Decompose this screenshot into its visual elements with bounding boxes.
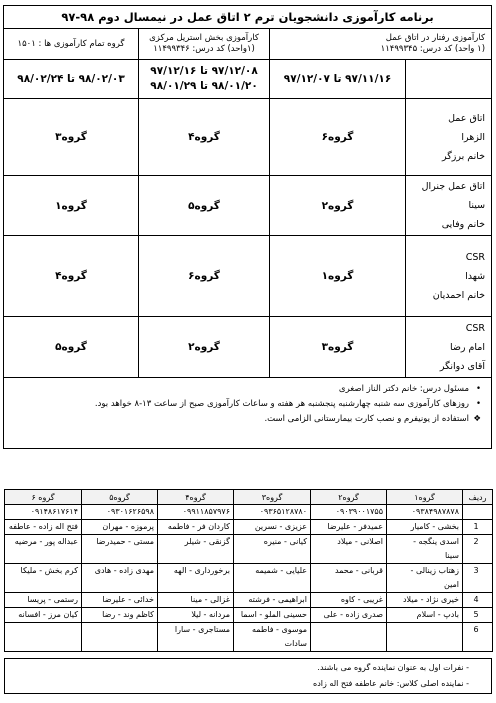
student-name-cell	[5, 564, 82, 593]
phone-row-blank	[463, 505, 493, 520]
location-hospital: سینا	[468, 200, 486, 211]
location-supervisor: خانم احمدیان	[432, 289, 486, 301]
student-name-cell	[82, 535, 158, 564]
group-cell: گروه۱	[4, 176, 139, 236]
student-name: رستمی - پریسا	[27, 595, 78, 604]
student-name: کرم بخش - ملیکا	[20, 566, 78, 575]
location-supervisor: آقای دوانگر	[439, 360, 486, 372]
student-name-cell	[234, 520, 311, 535]
header-group-5: گروه۵	[82, 490, 158, 505]
phone-number: ۰۹۳۶۵۱۲۸۷۸۰	[234, 505, 311, 520]
header-group-4: گروه۴	[158, 490, 234, 505]
student-name-cell	[234, 593, 311, 608]
student-name: کاظم وند - رضا	[102, 610, 154, 619]
header-group-3: گروه۳	[234, 490, 311, 505]
date-empty	[406, 60, 492, 99]
student-name: بخشی - کامیار	[410, 522, 459, 531]
student-name: غزالی - مینا	[190, 595, 230, 604]
student-name-cell	[158, 564, 234, 593]
student-name-cell	[82, 593, 158, 608]
location-ward: اتاق عمل جنرال	[421, 181, 486, 192]
date-line: ۹۷/۱۱/۱۶ تا ۹۷/۱۲/۰۷	[283, 72, 392, 85]
location-cell	[406, 236, 492, 317]
group-cell: گروه۵	[139, 176, 270, 236]
schedule-table	[3, 5, 492, 449]
header-group-6: گروه ۶	[5, 490, 82, 505]
student-name: بادپ - اسلام	[416, 610, 459, 619]
student-name: قربانی - محمد	[334, 566, 383, 575]
student-name: موسوی - فاطمه سادات	[251, 625, 307, 648]
location-hospital: شهدا	[465, 270, 486, 282]
group-cell: گروه۵	[4, 317, 139, 378]
note-text: روزهای کارآموزی سه شنبه چهارشنبه پنجشنبه هر هفته و ساعات کارآموزی صبح از ساعت ۱۳-۸ خواهد بود.	[94, 399, 470, 409]
group-cell: گروه۱	[270, 236, 406, 317]
note-text: مسئول درس: خانم دکتر الناز اصغری	[338, 384, 470, 394]
note-text: استفاده از یونیفرم و نصب کارت بیمارستانی الزامی است.	[264, 414, 470, 424]
student-name-cell	[158, 520, 234, 535]
student-name-cell	[158, 593, 234, 608]
student-name: کیان مرز - افسانه	[18, 610, 78, 619]
student-name-cell	[387, 535, 463, 564]
location-ward: اتاق عمل	[448, 112, 486, 124]
student-name-cell	[311, 608, 387, 623]
student-name-cell	[387, 564, 463, 593]
student-name: علیایی - شمیمه	[255, 566, 307, 575]
student-name: مردانه - لیلا	[191, 610, 230, 619]
location-supervisor: خانم وفایی	[441, 219, 486, 230]
student-name: خدائی - علیرضا	[102, 595, 154, 604]
group-cell: گروه۴	[4, 236, 139, 317]
groups-header-row	[5, 490, 493, 505]
student-name: فتح اله زاده - عاطفه	[8, 522, 78, 531]
course-header-line1: کارآموزی بخش استریل مرکزی	[149, 33, 259, 43]
student-name-cell	[387, 623, 463, 652]
location-cell	[406, 317, 492, 378]
row-number: 2	[463, 535, 493, 564]
student-name-cell	[311, 564, 387, 593]
phone-number: ۰۹۰۳۹۰۰۱۷۵۵	[311, 505, 387, 520]
student-name: سینا	[445, 551, 459, 560]
date-range-3	[4, 60, 139, 99]
student-name-cell	[234, 564, 311, 593]
student-name: عمیدفر - علیرضا	[327, 522, 383, 531]
student-name-cell	[5, 535, 82, 564]
student-name: زهتاب زینالی -	[410, 566, 459, 575]
student-name-cell	[5, 593, 82, 608]
row-number: 6	[463, 623, 493, 652]
groups-table	[4, 489, 493, 652]
bullet-icon: •	[476, 384, 482, 394]
course-header-csr	[139, 29, 270, 60]
location-hospital: امام رضا	[449, 341, 486, 353]
header-row-number: ردیف	[463, 490, 493, 505]
date-line: ۹۸/۰۲/۰۳ تا ۹۸/۰۲/۲۴	[17, 72, 125, 85]
student-name: عبداله پور - مرضیه	[14, 537, 78, 546]
student-name: پرموزه - مهران	[102, 522, 154, 531]
group-cell: گروه۴	[139, 99, 270, 176]
student-name: عزیزی - نسرین	[254, 522, 307, 531]
schedule-row	[4, 236, 492, 317]
location-ward: CSR	[465, 322, 486, 334]
student-name: مهدی زاده - هادی	[94, 566, 154, 575]
student-name: غریبی - کاوه	[340, 595, 383, 604]
phone-number: ۰۹۱۴۸۶۱۷۶۱۴	[5, 505, 82, 520]
table-row	[5, 593, 493, 608]
student-name: اصلانی - میلاد	[337, 537, 383, 546]
student-name-cell	[387, 608, 463, 623]
student-name: گزنقی - شیلر	[184, 537, 230, 546]
student-name: امین	[443, 580, 459, 589]
date-range-1	[270, 60, 406, 99]
location-cell	[406, 176, 492, 236]
note-text: - نفرات اول به عنوان نماینده گروه می باشند.	[317, 663, 469, 672]
student-name-cell	[82, 608, 158, 623]
header-group-2: گروه۲	[311, 490, 387, 505]
note-item	[10, 382, 481, 397]
table-row	[5, 608, 493, 623]
course-header-line1: گروه تمام کارآموزی ها : ۱۵۰۱	[17, 38, 125, 49]
row-number: 3	[463, 564, 493, 593]
note-text: - نماینده اصلی کلاس: خانم عاطفه فتح اله زاده	[313, 679, 469, 688]
header-group-1: گروه۱	[387, 490, 463, 505]
note-item	[10, 397, 481, 412]
student-name-cell	[82, 564, 158, 593]
location-ward: CSR	[465, 251, 486, 263]
student-name-cell	[5, 608, 82, 623]
course-header-all	[4, 29, 139, 60]
course-header-line1: کارآموزی رفتار در اتاق عمل	[385, 33, 486, 43]
location-supervisor: خانم برزگر	[442, 150, 486, 162]
table-row	[5, 564, 493, 593]
phones-row	[5, 505, 493, 520]
schedule-notes	[4, 378, 492, 449]
student-name-cell	[387, 593, 463, 608]
student-name-cell	[82, 623, 158, 652]
groups-notes	[4, 658, 492, 694]
student-name: مستاجری - سارا	[174, 625, 230, 634]
schedule-row	[4, 99, 492, 176]
phone-number: ۰۹۹۱۱۸۵۷۹۷۶	[158, 505, 234, 520]
course-header-behavior	[270, 29, 492, 60]
location-cell	[406, 99, 492, 176]
phone-number: ۰۹۳۸۴۹۸۷۸۷۸	[387, 505, 463, 520]
student-name-cell	[387, 520, 463, 535]
student-name-cell	[5, 520, 82, 535]
student-name-cell	[311, 520, 387, 535]
table-row	[5, 520, 493, 535]
bullet-icon: •	[476, 399, 482, 409]
student-name-cell	[158, 608, 234, 623]
student-name: صدری زاده - علی	[323, 610, 383, 619]
student-name: کیانی - منیره	[263, 537, 307, 546]
student-name: ابراهیمی - فرشته	[248, 595, 307, 604]
schedule-row	[4, 176, 492, 236]
student-name-cell	[234, 535, 311, 564]
table-row	[5, 623, 493, 652]
row-number: 5	[463, 608, 493, 623]
note-item	[10, 412, 481, 427]
student-name-cell	[158, 623, 234, 652]
phone-number: ۰۹۳۰۱۶۲۶۵۹۸	[82, 505, 158, 520]
student-name: حسینی الملو - اسما	[240, 610, 307, 619]
group-cell: گروه۳	[270, 317, 406, 378]
date-line: ۹۷/۱۲/۰۸ تا ۹۷/۱۲/۱۶	[150, 65, 258, 77]
schedule-title: برنامه کارآموزی دانشجویان ترم ۲ اتاق عمل در نیمسال دوم ۹۸-۹۷	[4, 6, 492, 29]
diamond-bullet-icon: ❖	[473, 414, 482, 424]
student-name: مستی - حمیدرضا	[96, 537, 154, 546]
location-hospital: الزهرا	[461, 131, 486, 143]
student-name-cell	[82, 520, 158, 535]
group-rows	[5, 520, 493, 652]
student-name: برخورداری - الهه	[173, 566, 230, 575]
schedule-row	[4, 317, 492, 378]
student-name-cell	[234, 608, 311, 623]
row-number: 1	[463, 520, 493, 535]
date-line: ۹۸/۰۱/۲۰ تا ۹۸/۰۱/۲۹	[150, 80, 258, 92]
student-name-cell	[311, 623, 387, 652]
group-cell: گروه۲	[270, 176, 406, 236]
student-name: اسدی ینگجه -	[413, 537, 459, 546]
group-cell: گروه۳	[4, 99, 139, 176]
group-cell: گروه۶	[139, 236, 270, 317]
course-header-line2: (۱ واحد) کد درس: ۱۱۴۹۹۳۴۵	[380, 44, 486, 54]
student-name-cell	[234, 623, 311, 652]
group-cell: گروه۶	[270, 99, 406, 176]
table-row	[5, 535, 493, 564]
student-name-cell	[5, 623, 82, 652]
student-name: کاردان فر - فاطمه	[167, 522, 230, 531]
group-cell: گروه۲	[139, 317, 270, 378]
row-number: 4	[463, 593, 493, 608]
student-name-cell	[311, 593, 387, 608]
date-range-2	[139, 60, 270, 99]
student-name-cell	[158, 535, 234, 564]
course-header-line2: (۱واحد) کد درس: ۱۱۴۹۹۳۴۶	[153, 44, 255, 54]
student-name-cell	[311, 535, 387, 564]
student-name: خیری نژاد - میلاد	[402, 595, 459, 604]
